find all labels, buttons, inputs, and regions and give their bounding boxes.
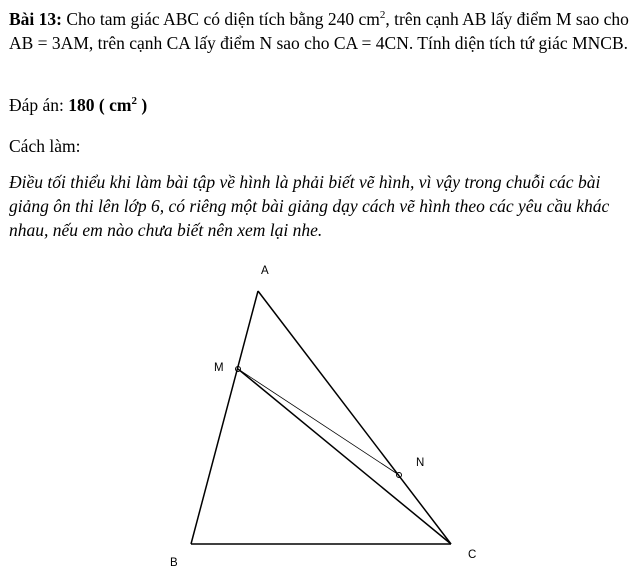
answer-value-sup: 2	[131, 95, 137, 108]
segment-ab	[191, 291, 258, 544]
label-b: B	[170, 557, 178, 569]
label-m: M	[214, 362, 224, 374]
segment-mn	[238, 369, 399, 475]
drawing-note: Điều tối thiểu khi làm bài tập về hình là phải biết vẽ hình, vì vậy trong chuỗi các bài giảng ôn thi lên lớp 6, có riêng một bài giảng dạy cách vẽ hình theo các yêu cầu khác nhau, nếu em nào chưa biết nên xem lại nhe.	[9, 172, 610, 240]
problem-text-part2: , trên cạnh AB lấy điểm M sao cho AB = 3AM, trên cạnh CA lấy điểm N sao cho CA = 4CN. Tính diện tích tứ giác MNCB.	[9, 9, 629, 53]
segment-ac	[258, 291, 451, 544]
problem-title: Bài 13:	[9, 9, 62, 29]
label-a: A	[261, 265, 269, 277]
label-c: C	[468, 549, 477, 561]
answer-value-text: 180 ( cm	[68, 95, 132, 115]
problem-text-sup: 2	[379, 9, 386, 22]
answer-label: Đáp án:	[9, 95, 69, 115]
answer-value-end: )	[136, 95, 148, 115]
method-heading: Cách làm:	[9, 136, 81, 156]
label-n: N	[416, 457, 425, 469]
problem-text-part1: Cho tam giác ABC có diện tích bằng 240 cm	[62, 9, 380, 29]
